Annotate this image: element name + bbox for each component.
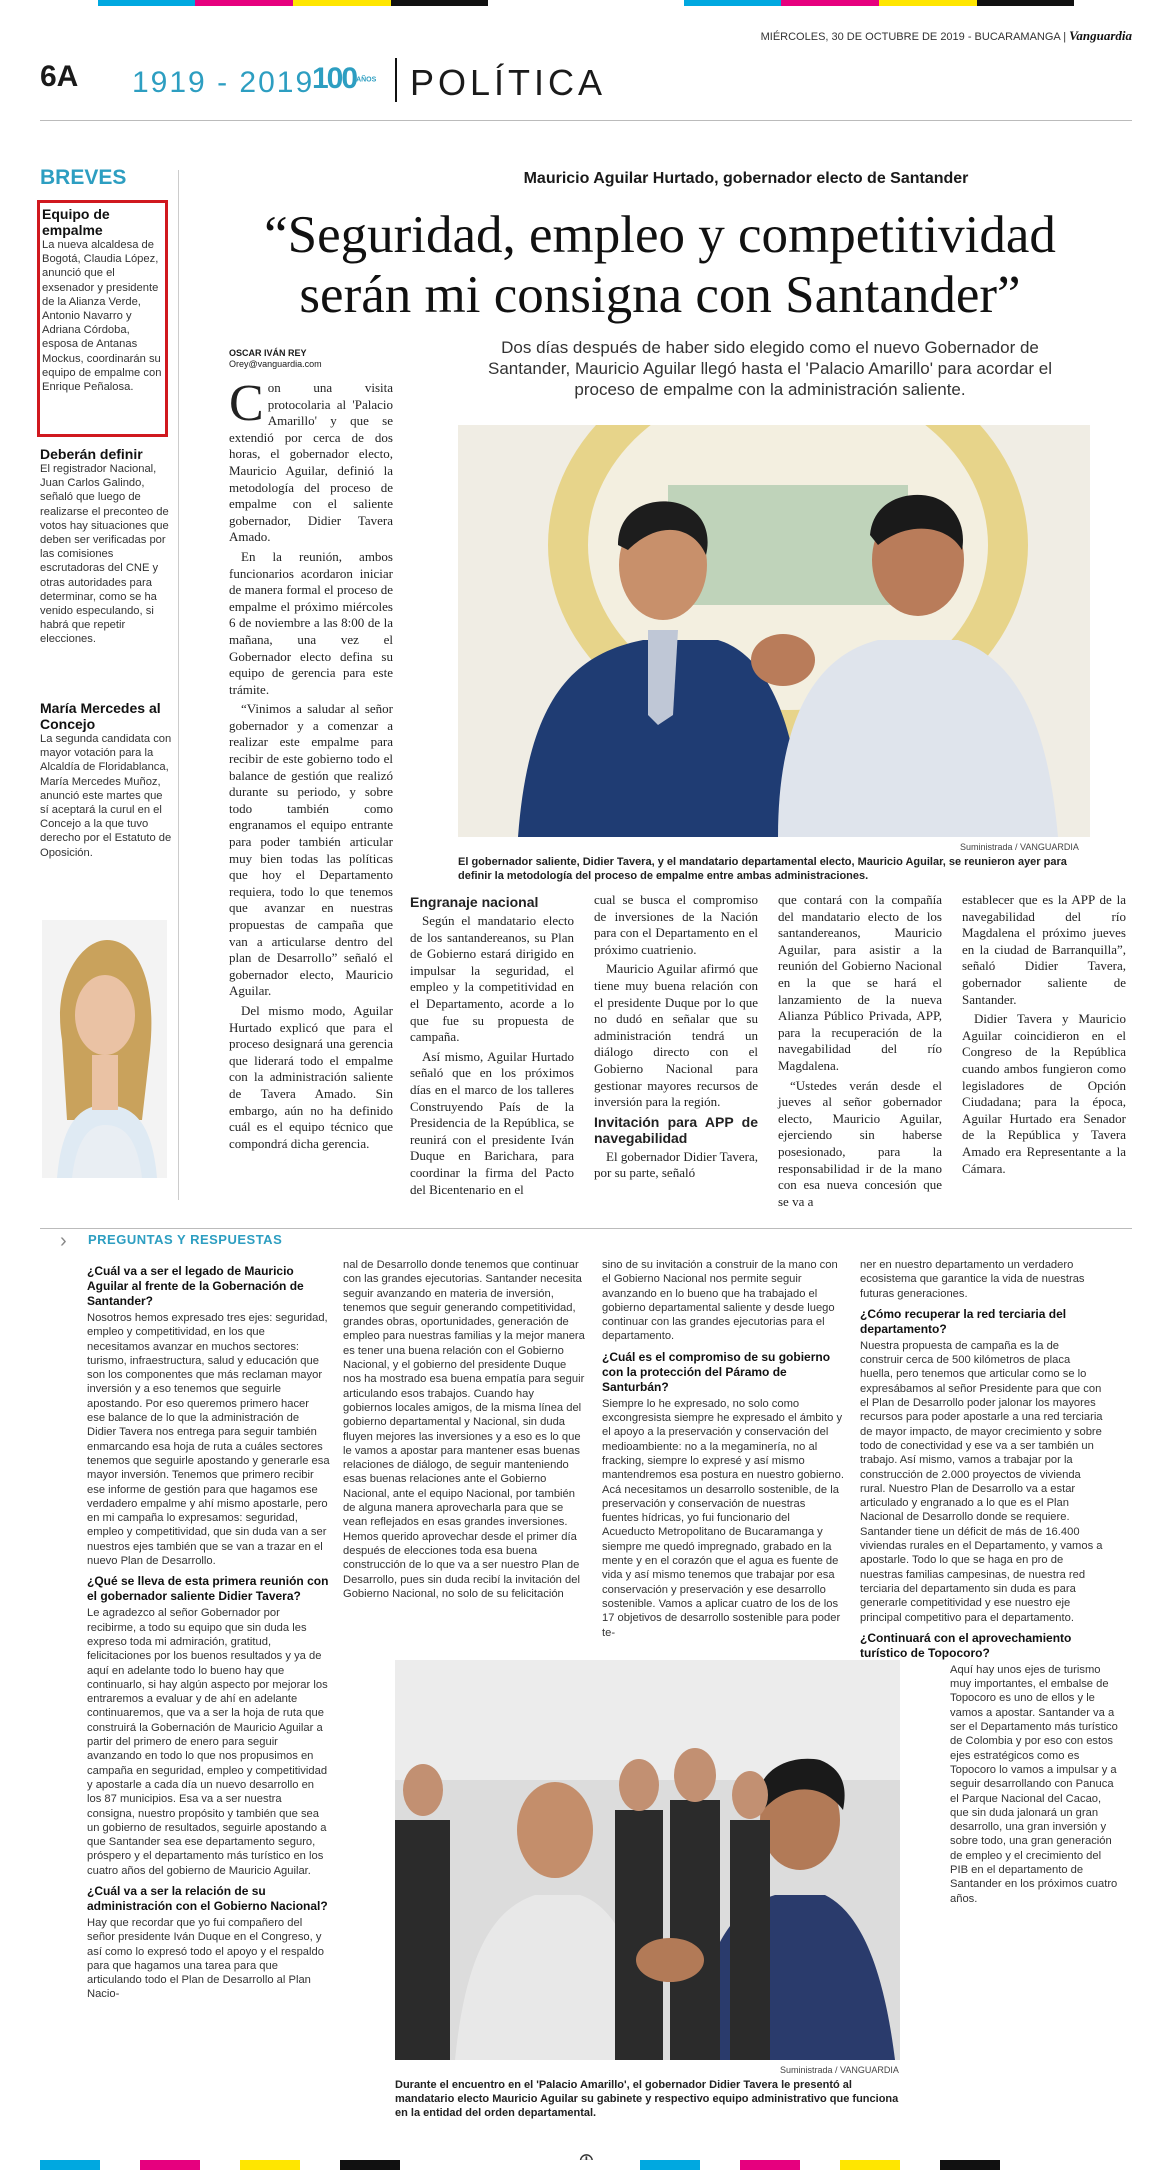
registration-bar-top [0,0,1172,6]
header-rule [40,120,1132,121]
photo-credit: Suministrada / VANGUARDIA [780,2065,899,2075]
paragraph: “Vinimos a saludar al señor gobernador y a comenzar a realizar este empalme para recibir de este gobierno todo el balance de gestión que realizó durante su periodo, y sobre todo también como engranamos el equipo entrante para poder también articular muy bien todas las políticas que hoy el Departamento requiera, todo lo que tenemos que avanzar en nuestras propuestas de campaña que van a articularse dentro del plan de Desarrollo” señaló el gobernador electo, Mauricio Aguilar. [229,701,393,999]
breves-title: BREVES [40,166,127,189]
subheading-app: Invitación para APP de navegabilidad [594,1113,758,1146]
paragraph: Según el mandatario electo de los santandereanos, su Plan de Gobierno estará dirigido en impulsar la seguridad, el empleo y la competitividad en el Departamento, acorde a lo que fue su propuesta de campaña. [410,913,574,1045]
brief-equipo-empalme [42,206,164,394]
article-headline: “Seguridad, empleo y competitividad serán mi consigna con Santander” [264,206,1056,324]
paragraph: Mauricio Aguilar afirmó que tiene muy buena relación con el presidente Duque por lo que no dudó en señalar que su administración tendrá un diálogo directo con el Gobierno Nacional para gestionar mayores recursos de inversión para la región. [594,961,758,1110]
brief-heading: María Mercedes al Concejo [40,700,161,732]
answer: Le agradezco al señor Gobernador por recibirme, a todo su equipo que sin duda les expreso toda mi admiración, gratitud, felicitaciones por los buenos resultados y ya de aquí en adelante todo lo bueno hay que continuarlo, si hay algún aspecto por mejorar los entraremos a evaluar y de ahí en adelante continuaremos, que va a ser la hoja de ruta que construirá la Gobernación de Mauricio Aguilar a partir del primero de enero para seguir avanzando en todo lo que nos propusimos en campaña en seguridad, empleo y competitividad y apostarle a cada día un nuevo desarrollo en los 87 municipios. Esa va a ser nuestra consigna, nuestro propósito y también que sea un gobierno de resultados, seguirle apostando a que Santander sea ese departamento seguro, próspero y el departamento más turístico en los cuatro años del gobierno de Mauricio Aguilar. [87,1607,328,1877]
qa-column-1 [87,1258,330,2006]
article-column-1 [229,375,393,1155]
question: ¿Cómo recuperar la red terciaria del departamento? [860,1306,1067,1336]
subheading-engranaje: Engranaje nacional [410,894,539,910]
brief-text: La segunda candidata con mayor votación para la Alcaldía de Floridablanca, María Mercedes Muñoz, anunció este martes que sí aceptará la curul en el Concejo a la que tuvo derecho por el Estatuto de Oposición. [40,733,172,859]
paragraph: El gobernador Didier Tavera, por su parte, señaló [594,1148,758,1181]
paragraph: Didier Tavera y Mauricio Aguilar coincidieron en el Congreso de la República cuando ambos fungieron como legisladores de Opción Ciudadana; para la época, Aguilar Hurtado era Senador de la República y Tavera Amado era Representante a la Cámara. [962,1011,1126,1176]
photo-credit: Suministrada / VANGUARDIA [960,842,1079,852]
paragraph: En la reunión, ambos funcionarios acordaron iniciar de manera formal el proceso de empalme el próximo miércoles 6 de noviembre a las 8:00 de la mañana, una vez el Gobernador electo defina su equipo de gerencia para este trámite. [229,548,393,697]
header-divider [395,58,397,102]
paragraph: que contará con la compañía del mandatario electo de los santandereanos, Mauricio Aguilar, para asistir a la reunión del Gobierno Nacional en la que se hará el lanzamiento de la nueva Alianza Público Privada, APP, para la recuperación de la navegabilidad del río Magdalena. [778,892,942,1073]
anniversary-logo: 100AÑOS [312,62,377,95]
qa-title: PREGUNTAS Y RESPUESTAS [88,1232,283,1247]
chevron-right-icon: › [60,1230,67,1252]
brief-heading: Deberán definir [40,446,143,462]
article-column-4 [778,892,942,1213]
author: OSCAR IVÁN REY [229,348,307,358]
article-column-5 [962,892,1126,1180]
answer: Siempre lo he expresado, no solo como excongresista siempre he expresado el ámbito y el apoyo a la preservación y conservación del medioambiente: no a la megaminería, no al fracking, siempre lo expresé y así mismo mantendremos esa postura en nuestro gobierno. Acá necesitamos un desarrollo sostenible, de la preservación y conservación de nuestras fuentes hídricas, yo fui funcionario del Acueducto Metropolitano de Bucaramanga y siempre me quedó impregnado, grabado en la mente y en el corazón que el agua es fuente de vida y así mismo tenemos que trabajar por esa conservación y preservación y ese desarrollo sostenible. Vamos a aplicar cuatro de los de los 17 objetivos de desarrollo sostenible para poder te- [602,1397,844,1639]
answer: nal de Desarrollo donde tenemos que continuar con las grandes ejecutorias. Santander necesita seguir avanzando en materia de inversión, tenemos que seguir generando competitividad, grandes obras, oportunidades, generación de empleo para nuestras familias y la mejor manera es tener una buena relación con el Gobierno Nacional, y el gobierno del presidente Duque nos ha mostrado esa buena empatía para seguir articulando esos trabajos. Cuando hay gobiernos locales amigos, de la misma línea del gobierno departamental y Nacional, sin duda fluyen mejores las inversiones y a eso es lo que le vamos a apostar para mantener esas buenas relaciones de diálogo, de seguir manteniendo esas buenas relaciones ante el Gobierno Nacional, ante el equipo Nacional, por también de alguna manera aprovecharla para que se vean reflejados en esas grandes inversiones. Hemos querido aprovechar desde el primer día después de elecciones toda esa buena construcción de lo que va a ser nuestro Plan de Desarrollo, pues sin duda recibí la invitación del Gobierno Nacional, no solo de su felicitación [343,1259,585,1600]
portrait-photo [42,920,167,1178]
paragraph: Así mismo, Aguilar Hurtado señaló que en los próximos días en el marco de los talleres Construyendo País de la Presidencia de la República, se reunirá con el presidente Iván Duque en Barichara, para coordinar la firma del Pacto del Bicentenario en el [410,1048,574,1197]
article-column-3 [594,892,758,1185]
secondary-photo [395,1660,900,2060]
question: ¿Cuál va a ser la relación de su administración con el Gobierno Nacional? [87,1883,328,1913]
paragraph: Con una visita protocolaria al 'Palacio Amarillo' y que se extendió por cerca de dos horas, el gobernador electo, Mauricio Aguilar, definió la metodología del proceso de empalme con el saliente gobernador, Didier Tavera Amado. [229,375,393,545]
paragraph: “Ustedes verán desde el jueves al señor gobernador electo, Mauricio Aguilar, ejerciendo sin haberse posesionado, para la responsabilidad ir de la mano con esa nueva concesión que se va a [778,1077,942,1209]
page-number: 6A [40,60,79,93]
brief-heading: Equipo de empalme [42,206,110,238]
article-kicker: Mauricio Aguilar Hurtado, gobernador electo de Santander [523,170,969,187]
author-email[interactable]: Orey@vanguardia.com [229,359,322,369]
question: ¿Qué se lleva de esta primera reunión con el gobernador saliente Didier Tavera? [87,1574,329,1604]
paragraph: cual se busca el compromiso de inversiones de la Nación para con el Departamento en el próximo cuatrienio. [594,892,758,957]
answer: Hay que recordar que yo fui compañero del señor presidente Iván Duque en el Congreso, y así como lo expresó todo el apoyo y el respaldo para que hagamos una tarea para que articulando todo el Plan de Desarrollo al Plan Nacio- [87,1916,324,2001]
qa-rule [40,1228,1132,1229]
paragraph: Del mismo modo, Aguilar Hurtado explicó que para el proceso designará una gerencia que liderará todo el empalme con la administración saliente de Tavera Amado. Sin embargo, aún no ha definido cuál es el equipo técnico que compondrá dicha gerencia. [229,1002,393,1151]
brief-text: La nueva alcaldesa de Bogotá, Claudia López, anunció que el exsenador y presidente de la Alianza Verde, Antonio Navarro y Adriana Córdoba, esposa de Antanas Mockus, coordinarán su equipo de empalme con Enrique Peñalosa. [42,239,162,394]
answer: ner en nuestro departamento un verdadero ecosistema que garantice la vida de nuestras futuras generaciones. [860,1259,1085,1300]
main-photo [458,425,1090,837]
question: ¿Cuál va a ser el legado de Mauricio Aguilar al frente de la Gobernación de Santander? [87,1264,304,1308]
brief-text: El registrador Nacional, Juan Carlos Galindo, señaló que luego de realizarse el preconteo de votos hay situaciones que deben ser verificadas por las comisiones escrutadoras del CNE y otras autoridades para determinar, como se ha venido especulando, si habrá que repetir elecciones. [40,463,169,646]
question: ¿Continuará con el aprovechamiento turístico de Topocoro? [860,1630,1072,1660]
brief-deberan-definir [40,446,172,647]
photo-caption: Durante el encuentro en el 'Palacio Amarillo', el gobernador Didier Tavera le presentó al mandatario electo Mauricio Aguilar su gabinete y respectivo equipo administrativo que funciona en la entidad del orden departamental. [395,2079,899,2119]
byline [229,348,322,370]
dateline: MIÉRCOLES, 30 DE OCTUBRE DE 2019 - BUCARAMANGA | Vanguardia [760,28,1132,43]
brief-maria-mercedes [40,700,172,860]
section-title: POLÍTICA [410,62,607,103]
qa-column-3 [602,1258,845,1644]
answer: Nosotros hemos expresado tres ejes: seguridad, empleo y competitividad, en los que necesitamos avanzar en muchos sectores: turismo, infraestructura, salud y educación que son los componentes que más reclaman mayor inversión y a eso tenemos que seguirle apostando. Por eso queremos primero hacer ese balance de lo que la administración de Didier Tavera nos entrega para seguir también enmarcando esa hoja de ruta a cuáles sectores tenemos que seguirle apostando y generarle esa mayor inversión. Tenemos que primero recibir ese informe de gestión para que hagamos ese verdadero empalme y ahí mismo apostarle, pero en mi campaña lo expresamos: seguridad, empleo y competitividad, que sin duda van a ser nuestros ejes también que se van a trazar en el nuevo Plan de Desarrollo. [87,1312,330,1568]
question: ¿Cuál es el compromiso de su gobierno con la protección del Páramo de Santurbán? [602,1349,831,1394]
answer: sino de su invitación a construir de la mano con el Gobierno Nacional nos permite seguir avanzando en lo bueno que ha trabajado el gobierno departamental saliente y desde luego continuar con las grandes ejecutorias para el departamento. [602,1259,838,1343]
registration-bar-bottom [0,2160,1172,2172]
anniversary-years: 1919 - 2019 [132,66,315,99]
answer: Nuestra propuesta de campaña es la de construir cerca de 500 kilómetros de placa huella, pero tenemos que articular como se lo expresábamos al señor Presidente para que con el Plan de Desarrollo poder jalonar los mayores recursos para poder apostarle a una red terciaria de mayor impacto, de mayor crecimiento y sobre todo de conectividad y ese va a ser también un trabajo. Así mismo, vamos a trabajar por la construcción de 2.000 proyectos de vivienda rural. Nuestro Plan de Desarrollo va a estar articulado y engranado a lo que es el Plan Nacional de Desarrollo donde se requiere. Santander tiene un déficit de más de 16.400 viviendas rurales en el Departamento, y vamos a apostarle. Todo lo que se haga en pro de nuestras familias campesinas, de nuestra red terciaria del departamento sin duda es para generarle competitividad y ese nuestro eje principal competitivo para el departamento. [860,1339,1103,1624]
sidebar-divider [178,170,179,1200]
article-column-2 [410,892,574,1201]
qa-column-2 [343,1258,586,1605]
article-subhead: Dos días después de haber sido elegido como el nuevo Gobernador de Santander, Mauricio Aguilar llegó hasta el 'Palacio Amarillo' para acordar el proceso de empalme con la administración saliente. [487,338,1053,399]
photo-caption: El gobernador saliente, Didier Tavera, y el mandatario departamental electo, Mauricio Aguilar, se reunieron ayer para definir la metodología del proceso de empalme entre ambas administraciones. [458,856,1067,882]
paragraph: establecer que es la APP de la navegabilidad del río Magdalena el próximo jueves en la ciudad de Barranquilla”, señaló Didier Tavera, gobernador saliente de Santander. [962,892,1126,1007]
dropcap: C [229,375,264,432]
answer: Aquí hay unos ejes de turismo muy importantes, el embalse de Topocoro es uno de ellos y le vamos a apostar. Santander va a ser el Departamento más turístico de Colombia y por eso con estos ejes estratégicos como es Topocoro lo vamos a impulsar y a seguir desarrollando con Panuca el Parque Nacional del Cacao, que sin duda jalonará un gran desarrollo, una gran inversión y sobre todo, una gran generación de empleo y el crecimiento del PIB en el departamento de Santander en los próximos cuatro años. [950,1663,1118,1905]
brand-logo: Vanguardia [1069,28,1132,43]
